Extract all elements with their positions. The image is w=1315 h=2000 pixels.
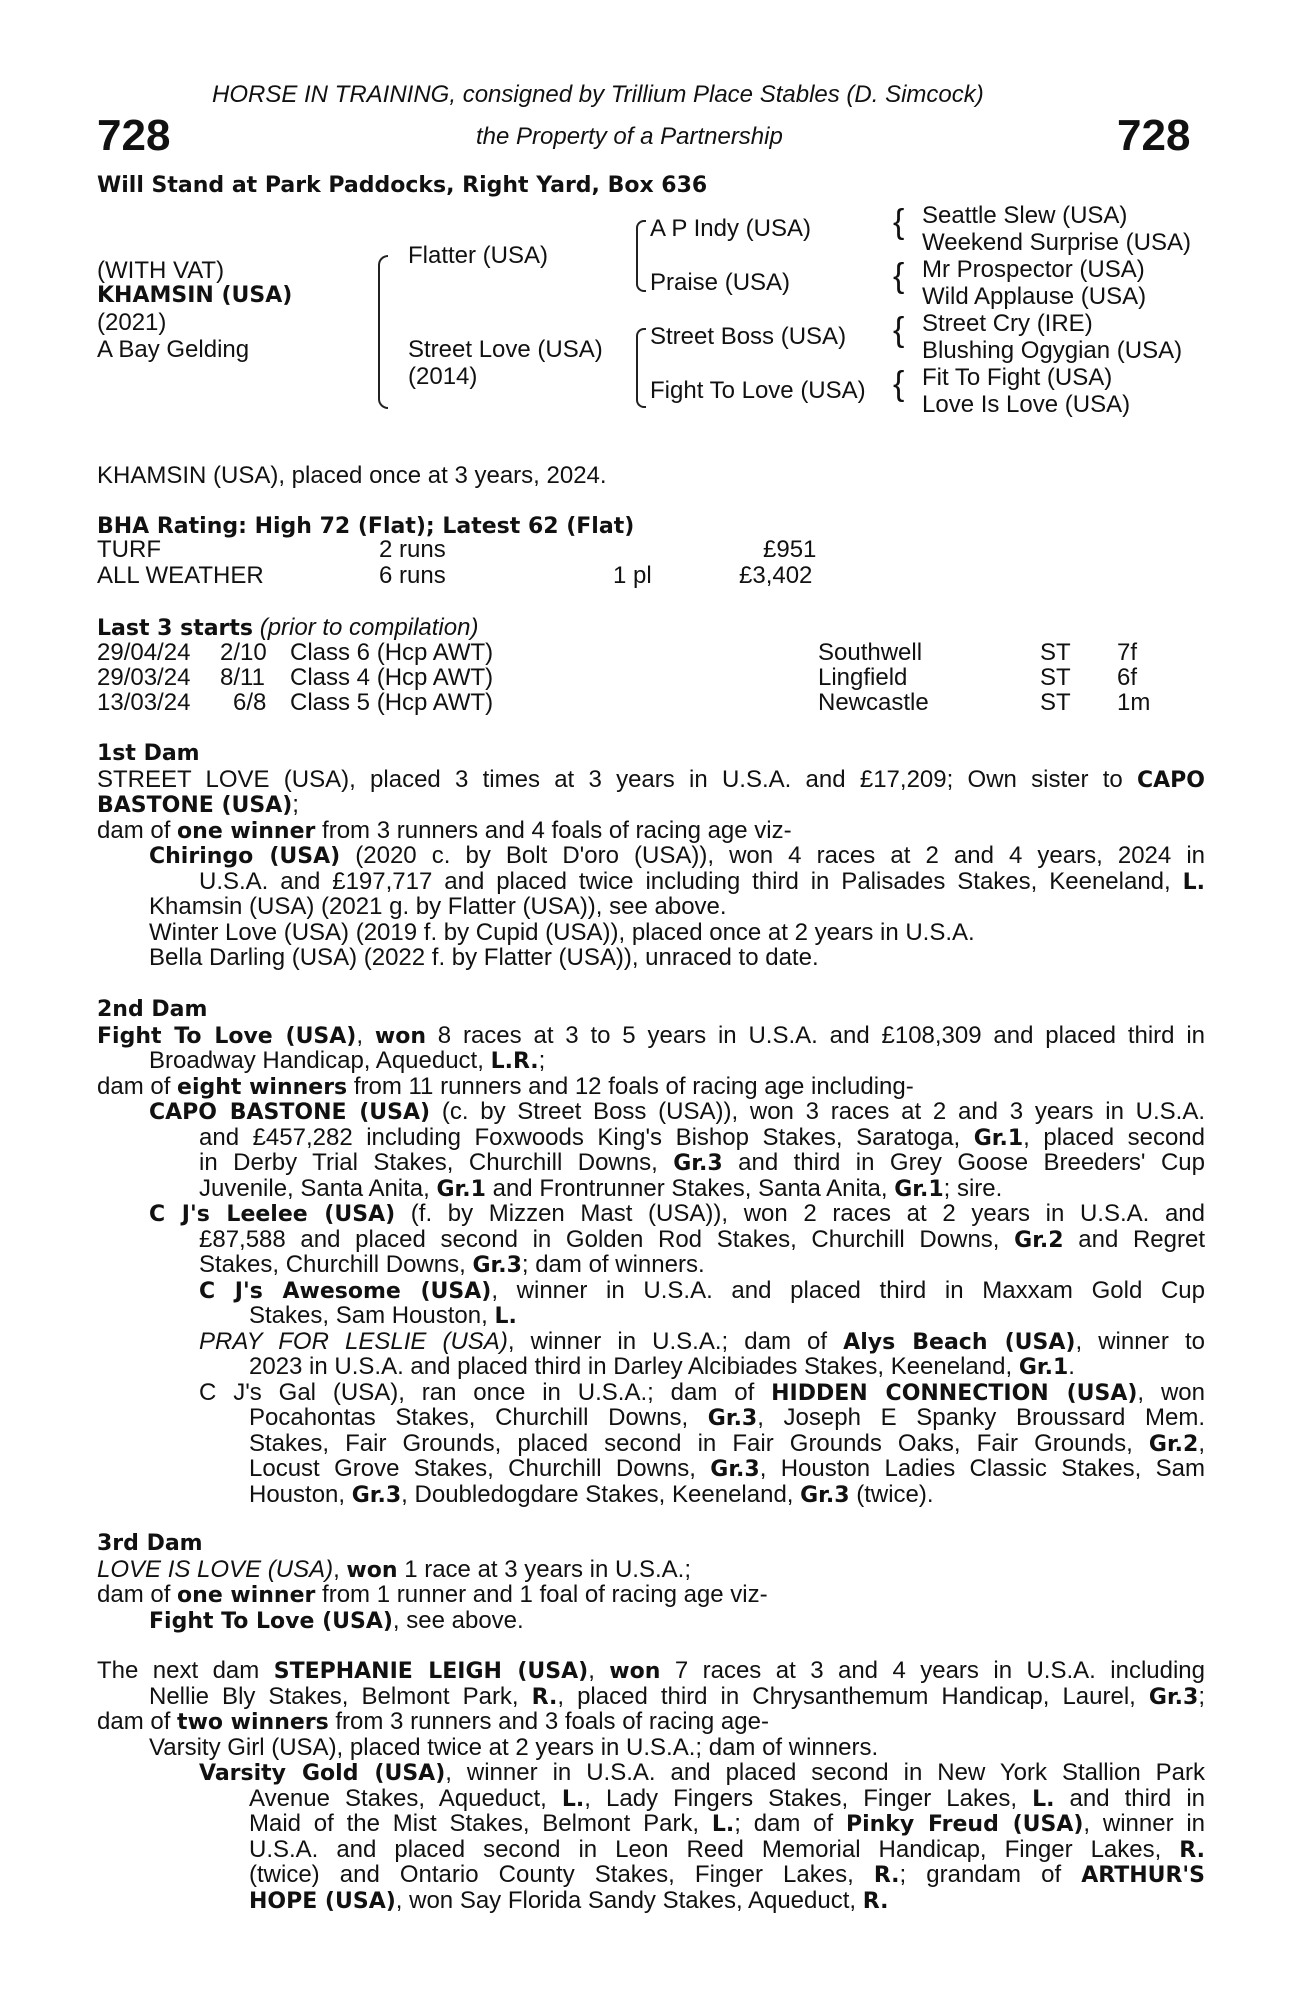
line [97,1658,1205,1684]
line [97,1582,1205,1608]
text-run: , Houston Ladies Classic Stakes, Sam [759,1456,1205,1482]
text-run: (c. by Street Boss (USA)), won 3 races at 2 and 3 years in U.S.A. [430,1099,1205,1125]
text-run: ; grandam of [899,1862,1082,1888]
text-run: , Lady Fingers Stakes, Finger Lakes, [584,1785,1033,1811]
text-run: Juvenile, Santa Anita, [199,1174,437,1202]
text-run: LOVE IS LOVE (USA) [97,1555,334,1583]
text-run: Locust Grove Stakes, Churchill Downs, [249,1456,711,1482]
text-run: . [1068,1353,1075,1380]
text-run: BASTONE (USA) [97,793,293,818]
gg-4: Wild Applause (USA) [922,283,1147,310]
line [97,1405,1205,1431]
line: Varsity Girl (USA), placed twice at 2 years in U.S.A.; dam of winners. [149,1733,879,1761]
text-run: Stakes, Churchill Downs, [199,1251,473,1278]
start-date: 29/04/24 [97,639,191,666]
text-run: HIDDEN CONNECTION (USA) [771,1380,1138,1405]
start-date: 29/03/24 [97,664,191,691]
last-starts-note: (prior to compilation) [259,614,479,641]
text-run: Fight To Love (USA) [149,1608,393,1634]
text-run: one winner [177,818,316,844]
gg-1: Seattle Slew (USA) [922,202,1128,229]
text-run: C J's Awesome (USA) [199,1278,492,1303]
line [97,1431,1205,1457]
line [97,1303,1205,1329]
start-going: ST [1040,664,1071,691]
stand-location: Will Stand at Park Paddocks, Right Yard, Box 636 [97,173,708,198]
line: Winter Love (USA) (2019 f. by Cupid (USA)), placed once at 2 years in U.S.A. [149,918,975,946]
first-dam-section [97,741,1205,971]
text-run: L. [1182,869,1205,894]
lot-number-left: 728 [97,111,171,160]
text-run: L. [561,1786,585,1811]
text-run: R. [862,1888,889,1914]
text-run: , see above. [392,1606,524,1634]
line: Bella Darling (USA) (2022 f. by Flatter (USA)), unraced to date. [149,944,819,971]
gg-2: Weekend Surprise (USA) [922,229,1191,256]
text-run: Maid of the Mist Stakes, Belmont Park, [249,1811,712,1837]
text-run: dam of [97,816,178,844]
dam-bracket [636,328,646,408]
text-run: (twice). [849,1480,934,1508]
text-run: ; dam of winners. [521,1251,705,1278]
record-prize: £951 [763,536,817,563]
line [97,1074,1205,1100]
text-run: one winner [177,1583,316,1608]
text-run: won [609,1659,661,1684]
header-title: HORSE IN TRAINING, consigned by Trillium Place Stables (D. Simcock) [212,81,984,108]
brace-1: { [893,203,905,241]
second-dam-section [97,997,1205,1507]
text-run: U.S.A. and placed second in Leon Reed Memorial Handicap, Finger Lakes, [249,1836,1180,1862]
text-run: Gr.3 [472,1253,522,1278]
text-run: , placed second [1023,1124,1205,1150]
text-run: PRAY FOR LESLIE (USA) [199,1328,508,1354]
line [97,1380,1205,1406]
text-run: , winner in [1083,1811,1205,1837]
text-run: L. [1032,1786,1055,1811]
start-position: 8/11 [220,664,265,691]
text-run: Stakes, Sam Houston, [249,1302,495,1329]
text-run: Nellie Bly Stakes, Belmont Park, [149,1683,532,1709]
start-course: Lingfield [818,664,908,691]
line [97,869,1205,895]
text-run: dam of [97,1581,178,1608]
start-distance: 1m [1117,689,1151,716]
text-run: (f. by Mizzen Mast (USA)), won 2 races at 2 years in U.S.A. and [395,1201,1205,1227]
line [97,1227,1205,1253]
line [97,843,1205,869]
text-run: and third in [1054,1785,1205,1811]
text-run: C J's Gal (USA), ran once in U.S.A.; dam of [199,1379,772,1405]
sire-bracket [636,220,646,292]
dam: Street Love (USA) [408,336,603,363]
text-run: from 3 runners and 4 foals of racing age viz- [315,816,792,844]
text-run: Broadway Handicap, Aqueduct, [149,1047,491,1074]
first-dam-heading: 1st Dam [97,741,200,766]
line [97,1709,1205,1735]
race-summary: KHAMSIN (USA), placed once at 3 years, 2024. [97,462,607,489]
text-run: two winners [177,1710,329,1735]
start-position: 2/10 [220,639,267,666]
line [97,1760,1205,1786]
dam-dam: Fight To Love (USA) [650,377,866,404]
text-run: , [588,1658,610,1684]
lot-number-right: 728 [1117,111,1191,160]
text-run: won [346,1557,398,1583]
text-run: Pocahontas Stakes, Churchill Downs, [249,1405,708,1431]
brace-4: { [893,365,905,403]
text-run: HOPE (USA) [249,1888,396,1914]
line [97,1023,1205,1049]
text-run: C J's Leelee (USA) [149,1202,396,1227]
text-run: Gr.3 [707,1406,758,1431]
third-dam-section [97,1531,1205,1633]
text-run: R. [873,1863,900,1888]
text-run: and third in Grey Goose Breeders' Cup [722,1150,1205,1176]
text-run: STEPHANIE LEIGH (USA) [273,1659,589,1684]
text-run: Alys Beach (USA) [843,1329,1076,1354]
header-subtitle: the Property of a Partnership [476,123,783,150]
line [97,818,1205,844]
gg-8: Love Is Love (USA) [922,391,1131,418]
start-course: Southwell [818,639,923,666]
start-race: Class 4 (Hcp AWT) [290,664,494,691]
text-run: Gr.1 [973,1125,1024,1150]
text-run: , Doubledogdare Stakes, Keeneland, [401,1480,801,1508]
text-run: , winner in U.S.A. and placed third in Maxxam Gold Cup [491,1277,1205,1303]
text-run: 8 races at 3 to 5 years in U.S.A. and £108,309 and placed third in [425,1022,1205,1048]
text-run: (twice) and Ontario County Stakes, Finger Lakes, [249,1862,874,1888]
gg-5: Street Cry (IRE) [922,310,1093,337]
line [97,1201,1205,1227]
start-going: ST [1040,639,1071,666]
record-surface: ALL WEATHER [97,562,264,589]
text-run: Chiringo (USA) [149,844,341,869]
text-run: Gr.2 [1014,1227,1064,1252]
line [97,1482,1205,1508]
record-surface: TURF [97,536,161,563]
dam-sire: Street Boss (USA) [650,323,847,350]
text-run: ; [538,1047,546,1074]
line [97,1888,1205,1914]
line [97,1456,1205,1482]
text-run: , winner in U.S.A.; dam of [507,1328,844,1354]
start-race: Class 6 (Hcp AWT) [290,639,494,666]
line [97,1786,1205,1812]
line [97,1048,1205,1074]
text-run: and Regret [1063,1226,1205,1252]
text-run: Gr.3 [673,1151,723,1176]
line [97,1837,1205,1863]
record-runs: 6 runs [379,562,446,589]
text-run: Gr.1 [436,1176,486,1202]
text-run: CAPO BASTONE (USA) [149,1100,431,1125]
start-date: 13/03/24 [97,689,191,716]
horse-year: (2021) [97,309,167,336]
text-run: Varsity Gold (USA) [199,1761,446,1786]
line [97,1354,1205,1380]
line [97,1176,1205,1202]
last-starts-title: Last 3 starts [97,616,254,641]
text-run: , Joseph E Spanky Broussard Mem. [757,1405,1205,1431]
text-run: L.R. [490,1049,539,1074]
dam-year: (2014) [408,363,478,390]
text-run: Avenue Stakes, Aqueduct, [249,1785,562,1811]
line [97,1278,1205,1304]
text-run: won [374,1023,426,1048]
text-run: , [333,1555,347,1583]
pedigree-bracket [378,255,388,409]
text-run: ; [292,791,299,818]
text-run: Gr.3 [1148,1684,1199,1709]
text-run: and Frontrunner Stakes, Santa Anita, [485,1174,895,1202]
vat-note: (WITH VAT) [97,257,225,284]
third-dam-heading: 3rd Dam [97,1531,203,1556]
text-run: Gr.3 [351,1482,402,1508]
line [97,1608,1205,1634]
text-run: in Derby Trial Stakes, Churchill Downs, [199,1150,674,1176]
line [97,1557,1205,1583]
text-run: R. [531,1684,558,1709]
gg-3: Mr Prospector (USA) [922,256,1145,283]
line: Khamsin (USA) (2021 g. by Flatter (USA)), see above. [149,893,727,920]
text-run: , [356,1022,375,1048]
text-run: and £457,282 including Foxwoods King's Bishop Stakes, Saratoga, [199,1124,974,1150]
text-run: , won Say Florida Sandy Stakes, Aqueduct, [395,1886,863,1914]
text-run: , winner to [1075,1328,1205,1354]
last-starts-heading [97,615,478,642]
text-run: , winner in U.S.A. and placed second in New York Stallion Park [445,1760,1205,1786]
gg-6: Blushing Ogygian (USA) [922,337,1183,364]
line [97,1811,1205,1837]
text-run: Stakes, Fair Grounds, placed second in Fair Grounds Oaks, Fair Grounds, [249,1430,1149,1456]
text-run: , placed third in Chrysanthemum Handicap, Laurel, [557,1683,1149,1709]
start-course: Newcastle [818,689,929,716]
line [97,767,1205,793]
text-run: eight winners [177,1074,348,1100]
text-run: , [1198,1430,1205,1456]
text-run: from 3 runners and 3 foals of racing age- [328,1708,769,1735]
text-run: L. [711,1812,735,1837]
record-placed: 1 pl [613,562,652,589]
text-run: Gr.1 [1018,1355,1069,1380]
text-run: The next dam [97,1658,274,1684]
start-distance: 6f [1117,664,1138,691]
sire-dam: Praise (USA) [650,269,791,296]
start-going: ST [1040,689,1071,716]
text-run: (2020 c. by Bolt D'oro (USA)), won 4 races at 2 and 4 years, 2024 in [340,843,1205,869]
second-dam-heading: 2nd Dam [97,997,208,1022]
start-distance: 7f [1117,639,1138,666]
sire-sire: A P Indy (USA) [650,215,811,242]
text-run: ; sire. [943,1174,1003,1202]
text-run: ; dam of [734,1811,846,1837]
text-run: Gr.3 [800,1482,850,1508]
line [97,1099,1205,1125]
bha-rating-heading: BHA Rating: High 72 (Flat); Latest 62 (Flat) [97,514,635,539]
text-run: 7 races at 3 and 4 years in U.S.A. including [660,1658,1205,1684]
text-run: CAPO [1137,767,1205,792]
line [97,1329,1205,1355]
text-run: L. [494,1304,517,1329]
text-run: from 1 runner and 1 foal of racing age viz- [315,1581,768,1608]
text-run: STREET LOVE (USA), placed 3 times at 3 years in U.S.A. and £17,209; Own sister to [97,766,1137,792]
text-run: Gr.1 [894,1176,944,1202]
next-dam-section [97,1658,1205,1913]
line [97,1252,1205,1278]
text-run: Houston, [249,1480,352,1508]
text-run: Pinky Freud (USA) [845,1812,1084,1837]
line [97,1125,1205,1151]
text-run: ; [1198,1683,1205,1709]
line [97,1150,1205,1176]
line [97,1684,1205,1710]
horse-name: KHAMSIN (USA) [97,283,293,308]
text-run: Fight To Love (USA) [97,1023,357,1048]
brace-2: { [893,257,905,295]
gg-7: Fit To Fight (USA) [922,364,1113,391]
text-run: R. [1179,1837,1205,1862]
sire: Flatter (USA) [408,242,549,269]
start-position: 6/8 [233,689,267,716]
text-run: U.S.A. and £197,717 and placed twice including third in Palisades Stakes, Keeneland, [199,868,1183,894]
text-run: , won [1137,1379,1205,1405]
start-race: Class 5 (Hcp AWT) [290,689,494,716]
text-run: 2023 in U.S.A. and placed third in Darley Alcibiades Stakes, Keeneland, [249,1353,1019,1380]
record-prize: £3,402 [739,562,813,589]
text-run: Gr.3 [710,1457,760,1482]
text-run: Gr.2 [1148,1431,1199,1456]
line [97,1862,1205,1888]
brace-3: { [893,311,905,349]
text-run: £87,588 and placed second in Golden Rod Stakes, Churchill Downs, [199,1226,1015,1252]
text-run: 1 race at 3 years in U.S.A.; [397,1555,691,1583]
text-run: from 11 runners and 12 foals of racing age including- [347,1072,914,1100]
text-run: dam of [97,1708,178,1735]
text-run: ARTHUR'S [1081,1863,1205,1888]
text-run: dam of [97,1072,178,1100]
horse-description: A Bay Gelding [97,336,250,363]
record-runs: 2 runs [379,536,446,563]
line [97,792,1205,818]
